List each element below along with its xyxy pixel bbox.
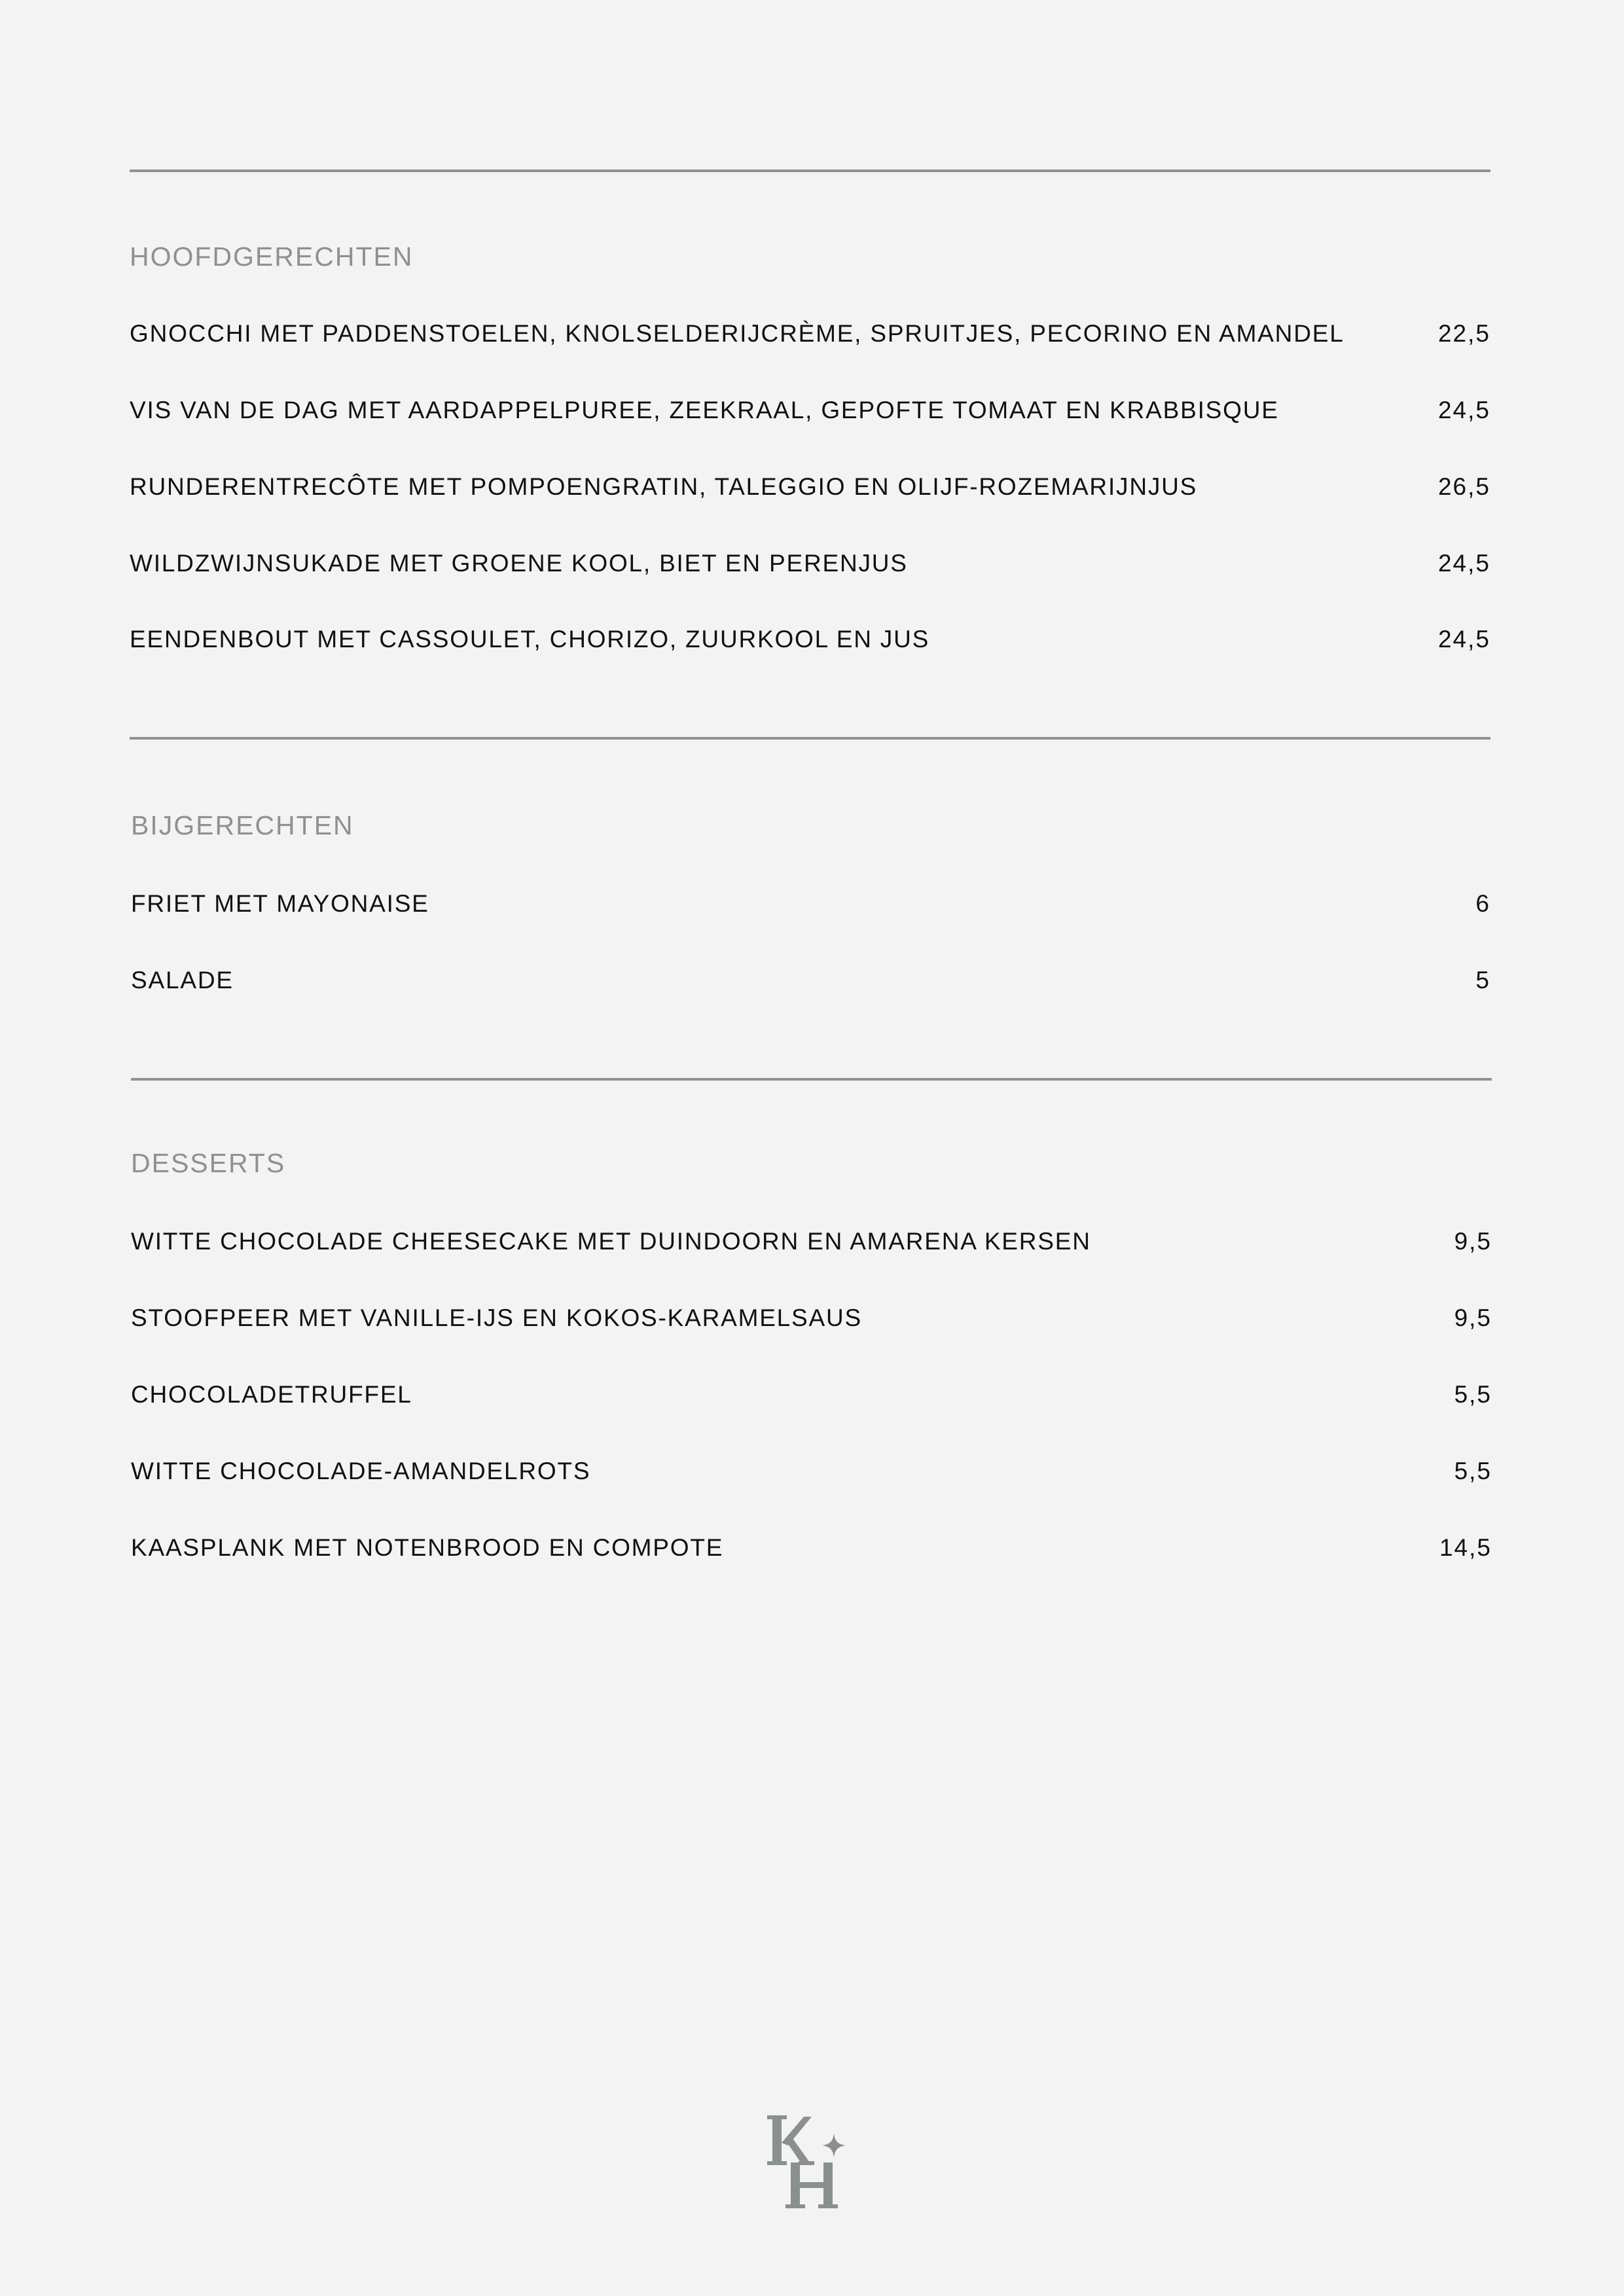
menu-item-name: EENDENBOUT MET CASSOULET, CHORIZO, ZUURKOOL EN JUS	[130, 626, 930, 653]
section-heading-hoofdgerechten: HOOFDGERECHTEN	[130, 242, 414, 272]
section-heading-desserts: DESSERTS	[131, 1148, 286, 1178]
menu-item	[131, 1229, 1492, 1262]
menu-item-name: WITTE CHOCOLADE CHEESECAKE MET DUINDOORN EN AMARENA KERSEN	[131, 1228, 1091, 1255]
menu-item	[131, 1382, 1492, 1415]
menu-item	[130, 627, 1490, 660]
menu-item	[130, 551, 1490, 584]
menu-item-price: 24,5	[1437, 397, 1490, 423]
menu-item-price: 26,5	[1437, 473, 1490, 500]
kh-monogram	[766, 2108, 857, 2212]
kh-logo	[766, 2108, 857, 2212]
menu-item	[130, 321, 1490, 354]
menu-item	[131, 1535, 1492, 1568]
menu-item-price: 22,5	[1437, 320, 1490, 347]
section-heading-bijgerechten: BIJGERECHTEN	[131, 810, 354, 840]
menu-item	[131, 968, 1490, 1001]
menu-item-price: 9,5	[1454, 1304, 1492, 1331]
menu-item	[130, 475, 1490, 507]
menu-item-name: WILDZWIJNSUKADE MET GROENE KOOL, BIET EN PERENJUS	[130, 550, 908, 577]
menu-item-name: FRIET MET MAYONAISE	[131, 890, 429, 917]
menu-item-name: VIS VAN DE DAG MET AARDAPPELPUREE, ZEEKRAAL, GEPOFTE TOMAAT EN KRABBISQUE	[130, 397, 1279, 423]
menu-item-price: 24,5	[1437, 550, 1490, 577]
menu-item-price: 9,5	[1454, 1228, 1492, 1255]
menu-item-price: 6	[1475, 890, 1490, 917]
menu-item-price: 14,5	[1439, 1534, 1492, 1561]
menu-item-price: 24,5	[1437, 626, 1490, 653]
menu-item-name: GNOCCHI MET PADDENSTOELEN, KNOLSELDERIJCRÈME, SPRUITJES, PECORINO EN AMANDEL	[130, 320, 1344, 347]
menu-item-name: WITTE CHOCOLADE-AMANDELROTS	[131, 1458, 591, 1484]
section-divider-top	[130, 170, 1490, 172]
menu-item-price: 5,5	[1454, 1381, 1492, 1408]
menu-item-price: 5	[1475, 967, 1490, 994]
menu-item-name: SALADE	[131, 967, 234, 994]
menu-item-name: RUNDERENTRECÔTE MET POMPOENGRATIN, TALEGGIO EN OLIJF-ROZEMARIJNJUS	[130, 473, 1198, 500]
section-divider	[130, 737, 1490, 740]
menu-item-name: CHOCOLADETRUFFEL	[131, 1381, 412, 1408]
menu-item-name: KAASPLANK MET NOTENBROOD EN COMPOTE	[131, 1534, 724, 1561]
sparkle-star-icon	[822, 2134, 846, 2157]
menu-item-name: STOOFPEER MET VANILLE-IJS EN KOKOS-KARAMELSAUS	[131, 1304, 863, 1331]
section-divider	[131, 1078, 1492, 1081]
menu-item	[131, 1459, 1492, 1492]
menu-item	[131, 1306, 1492, 1338]
menu-item	[131, 891, 1490, 924]
menu-item	[130, 398, 1490, 431]
menu-item-price: 5,5	[1454, 1458, 1492, 1484]
